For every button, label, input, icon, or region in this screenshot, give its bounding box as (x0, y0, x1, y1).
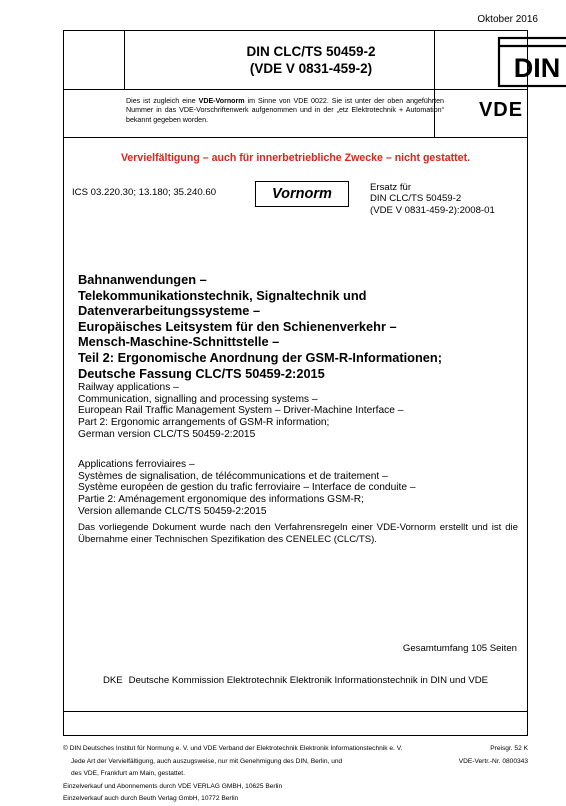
divider (64, 89, 527, 90)
price-group: Preisgr. 52 K (490, 745, 528, 752)
vde-prenorm-note: Dies ist zugleich eine VDE-Vornorm im Sinne von VDE 0022. Sie ist unter der oben angeführten Nummer in das VDE-Vorschriftenwerk aufgenommen und in der „etz Elektrotechnik + Automation“ bekannt gegeben worden. (126, 97, 445, 124)
sales-text: Einzelverkauf auch durch Beuth Verlag GmbH, 10772 Berlin (63, 795, 239, 802)
divider (64, 137, 527, 138)
publication-date: Oktober 2016 (477, 14, 538, 25)
rights-text: Jede Art der Vervielfältigung, auch auszugsweise, nur mit Genehmigung des DIN, Berlin, und (71, 757, 343, 765)
vde-logo (464, 99, 538, 119)
title-german: Bahnanwendungen – Telekommunikationstechnik, Signaltechnik und Datenverarbeitungssysteme – Europäisches Leitsystem für den Schienenverkehr – Mensch-Maschine-Schnittstelle – Teil 2: Ergonomische Anordnung der GSM-R-Informationen; Deutsche Fassung CLC/TS 50459-2:2015 (78, 272, 442, 381)
vornorm-badge: Vornorm (255, 181, 349, 207)
adoption-note: Das vorliegende Dokument wurde nach den Verfahrensregeln einer VDE-Vornorm erstellt und ist die Übernahme einer Technischen Spezifikation des CENELEC (CLC/TS). (78, 522, 518, 545)
title-english: Railway applications – Communication, signalling and processing systems – European Rail Traffic Management System – Driver-Machine Interface – Part 2: Ergonomic arrangements of GSM-R information; German version CLC/TS 50459-2:2015 (78, 382, 404, 440)
din-logo (497, 36, 566, 88)
document-number: DIN CLC/TS 50459-2 (246, 44, 376, 59)
vde-document-number: (VDE V 0831-459-2) (249, 61, 373, 76)
din-logo-text: DIN (513, 53, 561, 83)
divider (64, 711, 527, 712)
reproduction-warning: Vervielfältigung – auch für innerbetriebliche Zwecke – nicht gestattet. (120, 152, 471, 164)
replaces-info: Ersatz für DIN CLC/TS 50459-2 (VDE V 0831-459-2):2008-01 (370, 182, 495, 216)
sales-text: Einzelverkauf und Abonnements durch VDE VERLAG GMBH, 10625 Berlin (63, 782, 283, 790)
vde-logo-text: VDE (478, 99, 524, 119)
copyright-text: © DIN Deutsches Institut für Normung e. V. und VDE Verband der Elektrotechnik Elektronik Informationstechnik e. V. (63, 745, 403, 752)
ics-codes: ICS 03.220.30; 13.180; 35.240.60 (72, 187, 217, 198)
divider (124, 31, 125, 89)
dke-line: DKE Deutsche Kommission Elektrotechnik Elektronik Informationstechnik in DIN und VDE (102, 675, 489, 686)
total-pages: Gesamtumfang 105 Seiten (402, 643, 517, 654)
order-number: VDE-Vertr.-Nr. 0800343 (458, 757, 528, 765)
title-french: Applications ferroviaires – Systèmes de signalisation, de télécommunications et de traitement – Système européen de gestion du trafic ferroviaire – Interface de conduite – Partie 2: Aménagement ergonomique des informations GSM-R; Version allemande CLC/TS 50459-2:2015 (78, 459, 416, 517)
cover-frame (63, 30, 561, 736)
rights-text: des VDE, Frankfurt am Main, gestattet. (71, 770, 185, 777)
